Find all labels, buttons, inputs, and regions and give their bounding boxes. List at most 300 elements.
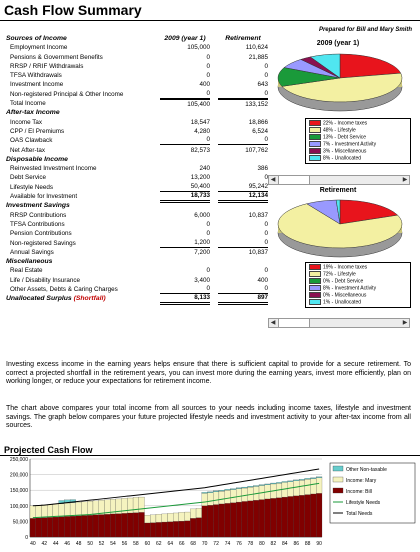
- legend-swatch: [309, 292, 321, 298]
- x-tick-label: 70: [201, 541, 208, 547]
- table-row: [6, 248, 268, 257]
- pie2-scrollbar[interactable]: [268, 318, 410, 328]
- legend-label: 72% - Lifestyle: [323, 271, 356, 278]
- x-tick-label: 56: [121, 541, 128, 547]
- bar-income-bill: [139, 512, 145, 537]
- bar-other-nontaxable: [213, 491, 219, 492]
- bar-income-mary: [299, 480, 305, 495]
- row-label: Investment Income: [10, 81, 64, 89]
- table-row: [6, 108, 268, 117]
- bar-income-mary: [173, 513, 179, 521]
- bar-other-nontaxable: [265, 484, 271, 485]
- legend-label: 8% - Investment Activity: [323, 285, 377, 292]
- bar-income-mary: [167, 513, 173, 521]
- bar-income-bill: [276, 498, 282, 537]
- cell-year1: 105,400: [160, 99, 210, 109]
- legend-swatch: [309, 285, 321, 291]
- cell-year1: 0: [206, 53, 210, 61]
- legend-label: 22% - Income taxes: [323, 120, 368, 127]
- legend-swatch: [309, 278, 321, 284]
- bar-income-bill: [207, 505, 213, 537]
- pie2-legend: [305, 262, 411, 308]
- bar-income-bill: [311, 494, 317, 537]
- cell-retirement: 107,762: [245, 146, 268, 154]
- row-label: Life / Disability Insurance: [10, 276, 80, 284]
- bar-income-bill: [219, 504, 225, 537]
- bar-other-nontaxable: [305, 478, 311, 479]
- cell-retirement: 110,624: [245, 44, 268, 52]
- bar-other-nontaxable: [288, 481, 294, 482]
- bar-income-bill: [316, 493, 322, 537]
- bar-income-mary: [311, 479, 317, 494]
- table-row: [6, 173, 268, 182]
- bar-income-bill: [104, 514, 110, 537]
- bar-income-bill: [202, 506, 208, 537]
- legend-swatch: [333, 488, 343, 493]
- legend-label: 1% - Unallocated: [323, 299, 362, 306]
- bar-income-bill: [70, 516, 76, 537]
- cell-year1: 400: [199, 81, 210, 89]
- bar-income-mary: [293, 481, 299, 496]
- bar-income-mary: [133, 497, 139, 512]
- x-tick-label: 76: [236, 541, 242, 547]
- projected-cashflow-chart: [0, 457, 420, 549]
- scroll-left-icon[interactable]: ◀: [270, 177, 276, 183]
- bar-income-bill: [253, 500, 259, 537]
- bar-income-bill: [282, 497, 288, 537]
- bar-income-bill: [230, 503, 236, 537]
- table-row: [6, 53, 268, 62]
- x-tick-label: 44: [52, 541, 59, 547]
- bar-income-mary: [179, 512, 185, 521]
- row-label: Lifestyle Needs: [10, 183, 54, 191]
- table-row: [6, 183, 268, 192]
- bar-income-bill: [76, 516, 82, 537]
- legend-label: 13% - Debt Service: [323, 134, 367, 141]
- x-tick-label: 68: [190, 541, 196, 547]
- x-tick-label: 78: [247, 541, 254, 547]
- cell-year1: 4,280: [194, 127, 210, 135]
- bar-income-mary: [53, 504, 59, 517]
- bar-income-bill: [185, 521, 191, 537]
- bar-income-mary: [150, 515, 156, 523]
- cell-retirement: 0: [264, 220, 268, 228]
- x-tick-label: 60: [144, 541, 151, 547]
- legend-swatch: [333, 477, 343, 482]
- cell-year1: 0: [206, 220, 210, 228]
- row-label: CPP / EI Premiums: [10, 127, 65, 135]
- bar-income-mary: [202, 493, 208, 505]
- cell-year1: 0: [206, 267, 210, 275]
- legend-swatch: [309, 299, 321, 305]
- cell-retirement: 95,242: [218, 183, 268, 192]
- x-tick-label: 54: [110, 541, 116, 547]
- bar-income-bill: [87, 515, 93, 537]
- bar-income-mary: [225, 490, 231, 503]
- bar-income-mary: [190, 509, 196, 518]
- pie1-chart: [265, 48, 415, 118]
- row-label: Non-registered Savings: [10, 239, 76, 247]
- x-tick-label: 86: [293, 541, 300, 547]
- row-label: Miscellaneous: [6, 258, 53, 266]
- legend-label: 8% - Unallocated: [323, 155, 362, 162]
- page-title: Cash Flow Summary: [4, 2, 142, 18]
- bar-other-nontaxable: [236, 488, 242, 489]
- legend-swatch: [309, 127, 321, 133]
- legend-label: 3% - Miscellaneous: [323, 148, 367, 155]
- table-row: [6, 229, 268, 238]
- bar-income-bill: [242, 501, 248, 537]
- pie1-scrollbar[interactable]: [268, 175, 410, 185]
- y-tick-label: 50,000: [12, 519, 28, 526]
- bar-income-mary: [36, 505, 42, 517]
- bar-income-bill: [288, 496, 294, 537]
- bar-income-bill: [248, 501, 254, 537]
- cell-retirement: 12,134: [218, 192, 268, 203]
- legend-label: Total Needs: [346, 511, 373, 517]
- cell-retirement: 0: [218, 285, 268, 294]
- cell-retirement: 10,837: [248, 248, 268, 256]
- bar-income-bill: [93, 515, 99, 537]
- legend-label: Income: Bill: [346, 489, 372, 495]
- legend-item: [309, 292, 407, 299]
- cashflow-title: Projected Cash Flow: [4, 445, 93, 455]
- cell-year1: 240: [199, 165, 210, 173]
- row-label: Income Tax: [10, 118, 43, 126]
- x-tick-label: 62: [156, 541, 162, 547]
- legend-swatch: [309, 264, 321, 270]
- bar-income-mary: [93, 501, 99, 515]
- legend-item: [309, 120, 407, 127]
- cell-year1: 18,733: [160, 192, 210, 203]
- x-tick-label: 42: [41, 541, 48, 547]
- bar-income-bill: [156, 522, 162, 537]
- row-label: RRSP Contributions: [10, 211, 67, 219]
- scroll-right-icon[interactable]: ▶: [402, 177, 408, 183]
- row-label: After-tax Income: [6, 109, 60, 117]
- cell-year1: 50,400: [160, 183, 210, 192]
- bar-income-bill: [299, 495, 305, 537]
- bar-income-mary: [230, 490, 236, 503]
- table-row: [6, 211, 268, 220]
- bar-income-mary: [70, 503, 76, 516]
- x-tick-label: 48: [75, 541, 82, 547]
- legend-label: 48% - Lifestyle: [323, 127, 356, 134]
- row-label: Sources of Income: [6, 35, 67, 42]
- legend-item: [309, 148, 407, 155]
- legend-label: Other Non-taxable: [346, 467, 387, 473]
- y-tick-label: 100,000: [9, 503, 28, 510]
- table-row: [6, 285, 268, 294]
- bar-other-nontaxable: [248, 486, 254, 487]
- row-label: Employment Income: [10, 44, 68, 52]
- bar-income-mary: [87, 501, 93, 515]
- bar-income-bill: [270, 498, 276, 537]
- x-tick-label: 84: [282, 541, 288, 547]
- bar-income-bill: [30, 518, 36, 537]
- table-row: [6, 99, 268, 108]
- row-label: Real Estate: [10, 267, 43, 275]
- row-label: Other Assets, Debts & Caring Charges: [10, 286, 118, 294]
- row-label: TFSA Contributions: [10, 220, 65, 228]
- x-tick-label: 72: [213, 541, 219, 547]
- x-tick-label: 58: [133, 541, 139, 547]
- x-tick-label: 82: [270, 541, 277, 547]
- cell-year1: 0: [160, 136, 210, 145]
- cell-year1: 0: [160, 90, 210, 99]
- bar-income-mary: [59, 504, 65, 517]
- row-label: Total Income: [10, 100, 46, 108]
- y-tick-label: 200,000: [9, 472, 28, 479]
- legend-label: 0% - Debt Service: [323, 278, 364, 285]
- bar-income-mary: [185, 512, 191, 521]
- y-tick-label: 150,000: [9, 488, 28, 495]
- bar-income-bill: [293, 496, 299, 537]
- table-row: [6, 294, 268, 303]
- bar-income-bill: [259, 500, 265, 537]
- legend-swatch: [309, 148, 321, 154]
- bar-income-mary: [196, 508, 202, 517]
- cell-retirement: 6,524: [252, 127, 268, 135]
- column-header: Retirement: [225, 35, 261, 42]
- bar-income-mary: [30, 506, 36, 518]
- bar-other-nontaxable: [276, 482, 282, 483]
- table-row: [6, 239, 268, 248]
- bar-other-nontaxable: [282, 481, 288, 482]
- table-row: [6, 136, 268, 145]
- cell-retirement: 0: [264, 174, 268, 182]
- table-row: [6, 127, 268, 136]
- paragraph-chart-explanation: The chart above compares your total income from all sources to your needs including income taxes, lifestyle and investment savings. The graph below compares your future projected lifestyle needs and investment activity to your after-tax income from all sources.: [6, 405, 411, 430]
- x-tick-label: 64: [167, 541, 174, 547]
- bar-income-mary: [207, 493, 213, 505]
- cell-retirement: 0: [218, 90, 268, 99]
- legend-item: [309, 127, 407, 134]
- bar-income-bill: [236, 502, 242, 537]
- bar-income-bill: [82, 515, 88, 537]
- legend-swatch: [333, 466, 343, 471]
- row-label: Debt Service: [10, 174, 47, 182]
- row-label: Net After-tax: [10, 146, 45, 154]
- cell-retirement: 21,885: [248, 53, 268, 61]
- bar-income-mary: [236, 489, 242, 502]
- row-label: Non-registered Principal & Other Income: [10, 90, 124, 98]
- cell-retirement: 897: [218, 294, 268, 305]
- legend-item: [309, 278, 407, 285]
- bar-income-bill: [99, 515, 105, 537]
- table-row: [6, 62, 268, 71]
- x-tick-label: 80: [259, 541, 265, 547]
- bar-income-bill: [167, 522, 173, 537]
- bar-income-mary: [82, 502, 88, 516]
- cell-retirement: 18,866: [248, 118, 268, 126]
- scroll-thumb[interactable]: [278, 176, 310, 184]
- bar-income-bill: [150, 523, 156, 537]
- table-row: [6, 164, 268, 173]
- legend-item: [309, 134, 407, 141]
- cell-retirement: 133,152: [218, 99, 268, 109]
- bar-income-mary: [47, 505, 53, 518]
- cell-year1: 8,133: [160, 294, 210, 305]
- bar-income-bill: [305, 495, 311, 537]
- bar-income-bill: [179, 521, 185, 537]
- cell-year1: 82,573: [190, 146, 210, 154]
- legend-swatch: [309, 134, 321, 140]
- shortfall-label: (Shortfall): [71, 295, 106, 303]
- bar-other-nontaxable: [316, 477, 322, 478]
- cell-retirement: 0: [264, 230, 268, 238]
- cell-year1: 18,547: [190, 118, 210, 126]
- pie1-legend: [305, 118, 411, 164]
- row-label: Unallocated Surplus (Shortfall): [6, 295, 106, 303]
- table-row: [6, 146, 268, 155]
- bar-income-mary: [156, 514, 162, 522]
- bar-income-bill: [53, 517, 59, 537]
- cell-year1: 3,400: [194, 276, 210, 284]
- x-tick-label: 52: [98, 541, 105, 547]
- bar-income-mary: [219, 491, 225, 504]
- row-label: Reinvested Investment Income: [10, 165, 97, 173]
- bar-income-mary: [76, 502, 82, 516]
- row-label: Available for Investment: [10, 193, 78, 201]
- divider: [0, 455, 420, 456]
- cell-year1: 6,000: [194, 211, 210, 219]
- y-tick-label: 0: [25, 535, 28, 541]
- table-row: [6, 118, 268, 127]
- bar-income-bill: [265, 499, 271, 537]
- table-row: [6, 276, 268, 285]
- row-label: Annual Savings: [10, 248, 54, 256]
- cell-year1: 0: [206, 62, 210, 70]
- cell-year1: 0: [160, 285, 210, 294]
- bar-income-bill: [47, 517, 53, 537]
- x-tick-label: 88: [304, 541, 311, 547]
- table-row: [6, 155, 268, 164]
- row-label: OAS Clawback: [10, 137, 53, 145]
- row-label: TFSA Withdrawals: [10, 72, 62, 80]
- row-label: Pensions & Government Benefits: [10, 53, 103, 61]
- legend-item: [309, 141, 407, 148]
- bar-income-mary: [64, 503, 70, 516]
- bar-income-bill: [122, 513, 128, 537]
- bar-income-bill: [162, 522, 168, 537]
- cell-year1: 13,200: [190, 174, 210, 182]
- scroll-right-icon[interactable]: ▶: [402, 320, 408, 326]
- legend-label: 7% - Investment Activity: [323, 141, 377, 148]
- pie2-chart: [265, 194, 415, 264]
- bar-other-nontaxable: [219, 490, 225, 491]
- bar-income-bill: [173, 521, 179, 537]
- cell-year1: 7,200: [194, 248, 210, 256]
- pie1-title: 2009 (year 1): [316, 40, 360, 47]
- bar-income-mary: [213, 492, 219, 505]
- bar-income-mary: [162, 514, 168, 522]
- bar-income-bill: [133, 513, 139, 537]
- table-row: [6, 80, 268, 89]
- title-bar: [0, 0, 420, 21]
- cell-year1: 1,200: [160, 239, 210, 248]
- bar-income-bill: [196, 518, 202, 537]
- table-row: [6, 34, 268, 43]
- legend-item: [309, 285, 407, 292]
- table-row: [6, 192, 268, 201]
- bar-other-nontaxable: [270, 483, 276, 484]
- legend-item: [309, 271, 407, 278]
- legend-swatch: [309, 120, 321, 126]
- x-tick-label: 66: [178, 541, 185, 547]
- table-row: [6, 201, 268, 210]
- bar-other-nontaxable: [311, 478, 317, 479]
- bar-other-nontaxable: [253, 486, 259, 487]
- legend-swatch: [309, 271, 321, 277]
- legend-label: 19% - Income taxes: [323, 264, 368, 271]
- legend-label: Lifestyle Needs: [346, 500, 381, 506]
- bar-income-mary: [288, 482, 294, 497]
- column-header: 2009 (year 1): [164, 35, 206, 42]
- x-tick-label: 50: [87, 541, 93, 547]
- scroll-left-icon[interactable]: ◀: [270, 320, 276, 326]
- bar-income-bill: [110, 514, 116, 537]
- bar-other-nontaxable: [293, 480, 299, 481]
- cell-retirement: 0: [218, 136, 268, 145]
- x-tick-label: 46: [64, 541, 70, 547]
- row-label: Disposable Income: [6, 155, 68, 163]
- bar-income-mary: [316, 478, 322, 494]
- bar-income-mary: [139, 497, 145, 512]
- row-label: Pension Contributions: [10, 230, 72, 238]
- x-tick-label: 90: [316, 541, 322, 547]
- pie2-title: Retirement: [319, 187, 357, 194]
- bar-other-nontaxable: [225, 489, 231, 490]
- cash-flow-table: [6, 34, 268, 304]
- scroll-thumb[interactable]: [278, 319, 310, 327]
- bar-income-mary: [145, 515, 151, 523]
- x-tick-label: 74: [224, 541, 231, 547]
- table-row: [6, 71, 268, 80]
- table-row: [6, 257, 268, 266]
- bar-income-mary: [305, 479, 311, 494]
- legend-label: 0% - Miscellaneous: [323, 292, 367, 299]
- bar-income-bill: [127, 513, 133, 537]
- prepared-for: Prepared for Bill and Mary Smith: [318, 27, 412, 33]
- legend-item: [309, 299, 407, 306]
- bar-other-nontaxable: [299, 479, 305, 480]
- bar-income-bill: [59, 517, 65, 537]
- row-label: Investment Savings: [6, 202, 70, 210]
- bar-income-bill: [145, 523, 151, 537]
- legend-swatch: [309, 155, 321, 161]
- bar-other-nontaxable: [242, 487, 248, 488]
- cell-retirement: 0: [264, 267, 268, 275]
- table-row: [6, 43, 268, 52]
- bar-income-bill: [64, 516, 70, 537]
- cell-retirement: 0: [264, 72, 268, 80]
- cell-year1: 0: [206, 72, 210, 80]
- legend-item: [309, 155, 407, 162]
- cell-retirement: 0: [264, 62, 268, 70]
- row-label: RRSP / RRIF Withdrawals: [10, 62, 84, 70]
- table-row: [6, 220, 268, 229]
- bar-other-nontaxable: [207, 492, 213, 493]
- cell-retirement: 400: [257, 276, 268, 284]
- cell-retirement: 0: [218, 239, 268, 248]
- legend-item: [309, 264, 407, 271]
- bar-income-bill: [190, 518, 196, 537]
- bar-income-bill: [116, 514, 122, 537]
- cell-retirement: 386: [257, 165, 268, 173]
- legend-label: Income: Mary: [346, 478, 377, 484]
- bar-income-bill: [36, 518, 42, 537]
